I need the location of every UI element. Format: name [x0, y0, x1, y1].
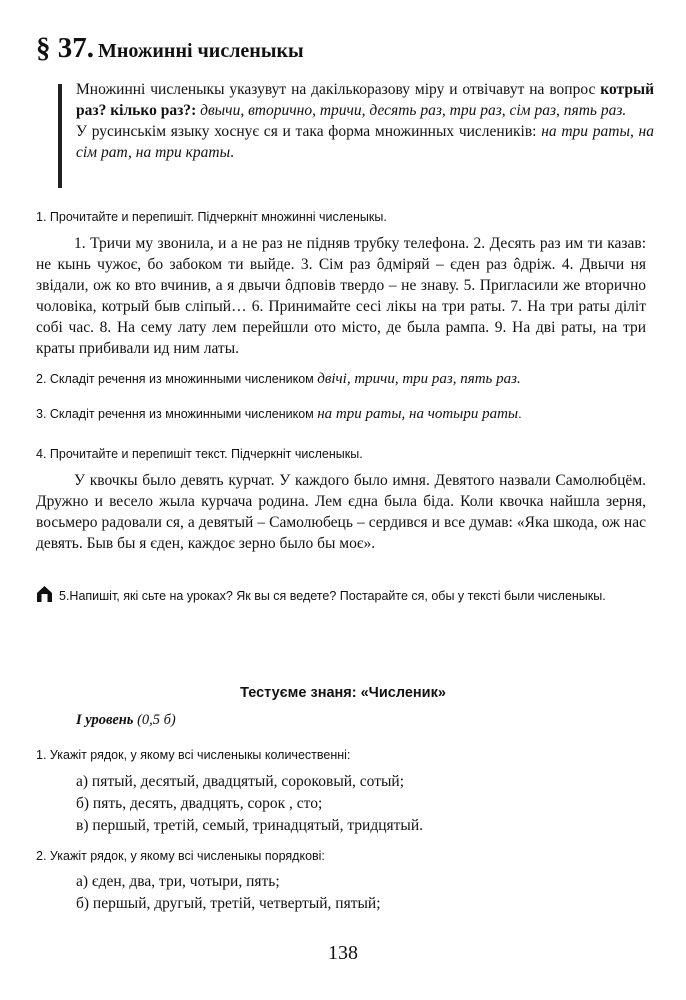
task-5-label: 5.Напишіт, які сьте на уроках? Як вы ся ведете? Постарайте ся, обы у тексті были численыкы.	[59, 589, 606, 603]
question-2: 2. Укажіт рядок, у якому всі численыкы порядкові:	[36, 849, 325, 863]
task-2	[36, 370, 650, 389]
section-title: Множинні численыкы	[98, 40, 304, 62]
rule-paragraph-1	[76, 79, 654, 121]
test-level	[76, 712, 176, 729]
rule-line-2-examples: на три раты, на сім рат, на три краты	[76, 123, 654, 161]
task-3-end: .	[518, 407, 522, 421]
task-1-label: 1. Прочитайте и перепишіт. Підчеркніт множинні численыкы.	[36, 210, 387, 224]
task-5	[36, 585, 648, 609]
task-3-label: 3. Складіт речення из множинными числеником	[36, 407, 318, 421]
page-number: 138	[328, 942, 358, 964]
rule-examples: двычи, вторично, тричи, десять раз, три раз, сім раз, пять раз.	[200, 102, 627, 119]
question-2-option-a: а) єден, два, три, чотыри, пять;	[76, 873, 280, 890]
house-icon	[36, 585, 53, 609]
question-1-options	[76, 771, 423, 837]
rule-text	[76, 79, 654, 163]
question-1: 1. Укажіт рядок, у якому всі численыкы количественні:	[36, 748, 351, 762]
question-1-option-a: а) пятый, десятый, двадцятый, сороковый, сотый;	[76, 773, 405, 790]
section-heading	[36, 32, 304, 65]
test-title: Тестуєме знаня: «Численик»	[240, 685, 446, 701]
question-1-option-c: в) першый, третій, семый, тринадцятый, тридцятый.	[76, 817, 424, 834]
section-number: § 37.	[36, 32, 94, 64]
rule-colon: :	[191, 102, 201, 119]
task-4-text: У квочкы было девять курчат. У каждого было имня. Девятого назвали Самолюбцём. Дружно и весело жыла курчача родина. Лем єдна была біда. Коли квочка найшла зерня, восьмеро радовали ся, а девятый – Самолюбець – сердився и все думав: «Яка шкода, ож нас девять. Быв бы я єден, каждоє зерно было бы моє».	[36, 472, 646, 552]
rule-box	[58, 79, 654, 163]
task-2-words: двічі, тричи, три раз, пять раз.	[317, 371, 521, 387]
test-level-label: І уровень	[76, 712, 134, 728]
task-1-text: 1. Тричи му звонила, и а не раз не підняв трубку телефона. 2. Десять раз им ти казав: не кынь чужоє, бо забоком ти выйде. 3. Сім раз ôдміряй – єден раз ôдріж. 4. Двычи ня звідали, ож ко вто вчинив, а я двычи ôдповів твердо – не знаву. 5. Пригласили же вторично чоловіка, котрый быв сліпый… 6. Принимайте сесі лікы на три раты. 7. На три раты діліт собі час. 8. На сему лату лем перейшли ото місто, де была рампа. 9. На дві раты, на три краты прибивали ид ним латы.	[36, 235, 646, 357]
test-level-points: (0,5 б)	[133, 712, 176, 728]
rule-line-2: У русинськім языку хоснує ся и така форма множинных числеників:	[76, 123, 542, 140]
task-3-words: на три раты, на чотыри раты	[317, 406, 519, 422]
task-4-label: 4. Прочитайте и перепишіт текст. Підчеркніт численыкы.	[36, 447, 363, 461]
rule-line-2-end: .	[230, 144, 234, 161]
question-2-option-b: б) першый, другый, третій, четвертый, пятый;	[76, 895, 381, 912]
question-1-option-b: б) пять, десять, двадцять, сорок , сто;	[76, 795, 323, 812]
task-2-label: 2. Складіт речення из множинными числеником	[36, 372, 318, 386]
rule-side-bar	[58, 84, 62, 188]
rule-line-1: Множинні численыкы указувут на дакількоразову міру и отвічавут на вопрос	[76, 81, 601, 98]
rule-paragraph-2	[76, 121, 654, 163]
rule-question: котрый раз? кілько раз?	[76, 81, 654, 119]
task-3	[36, 405, 650, 424]
question-2-options	[76, 871, 381, 915]
